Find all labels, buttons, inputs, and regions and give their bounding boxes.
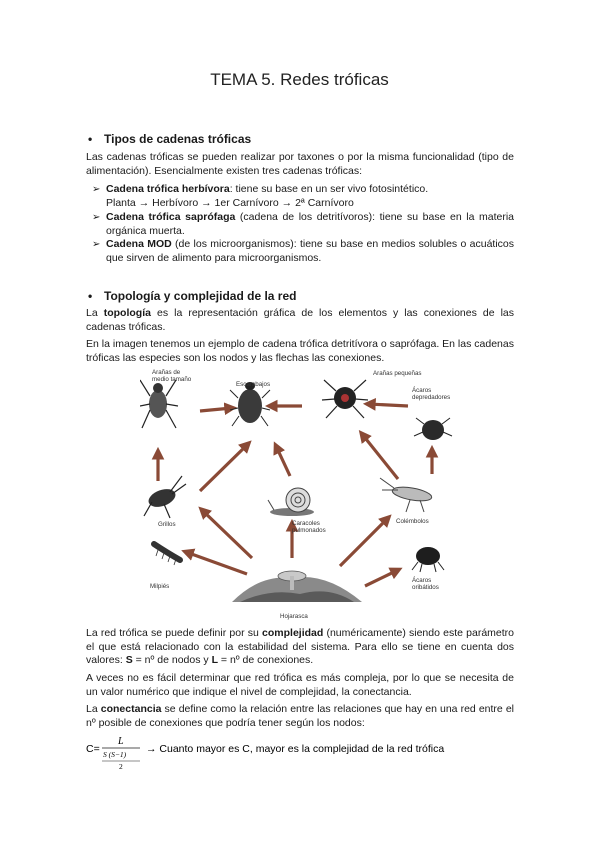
formula-lhs: C= [86, 743, 100, 755]
bullet-icon: • [88, 132, 93, 146]
arrow-bullet-icon: ➢ [92, 239, 101, 250]
list-item-text: : tiene su base en un ser vivo fotosintético. [229, 183, 429, 195]
oribatid-mite-icon [412, 547, 444, 572]
term-topologia: topología [103, 307, 151, 319]
arrow-spider-beetle [200, 408, 232, 411]
section-heading-text: Topología y complejidad de la red [104, 289, 297, 303]
arrow-litter-collembola [340, 518, 388, 566]
bullet-icon: • [88, 289, 93, 303]
label-caracoles-2: pulmonados [292, 527, 326, 534]
term-complejidad: complejidad [262, 627, 324, 639]
section-heading-topologia [88, 289, 297, 303]
formula-numerator: L [118, 736, 124, 747]
formula-denominator: S (S−1) [103, 750, 127, 759]
label-grillos: Grillos [158, 521, 176, 528]
paragraph-conectancia-intro: A veces no es fácil determinar que red trófica es más compleja, por lo que se necesita de un valor numérico que indique el nivel de complejidad, la conectancia. [86, 672, 514, 698]
label-aranas-pequenas: Arañas pequeñas [373, 370, 422, 377]
collembola-icon [380, 478, 433, 512]
label-aranas-medio: Arañas de [152, 369, 181, 376]
list-item-line2: Planta → Herbívoro → 1er Carnívoro → 2ª Carnívoro [106, 196, 354, 209]
arrow-bullet-icon: ➢ [92, 212, 101, 223]
list-item-bold: Cadena trófica herbívora [106, 183, 230, 195]
label-acaros-oribatidos: Ácaros [412, 577, 432, 584]
predatory-mite-icon [414, 418, 452, 440]
list-item-bold: Cadena MOD [106, 238, 172, 250]
list-item-herbivora [92, 183, 514, 210]
arrow-cricket-beetle [200, 444, 248, 491]
leaf-litter-icon [232, 571, 362, 602]
label-aranas-medio-2: medio tamaño [152, 376, 192, 383]
arrow-bullet-icon: ➢ [92, 184, 101, 195]
paragraph-complejidad: La red trófica se puede definir por su complejidad (numéricamente) siendo este parámetro el que está relacionado con la estabilidad del sistema. Para ello se tiene en cuenta dos valores: S = nº de nodos y L = nº de conexiones. [86, 627, 515, 666]
millipede-icon [154, 544, 180, 565]
list-item-text: (cadena de los detritívoros): tiene su base en la materia orgánica muerta. [106, 211, 514, 237]
label-hojarasca: Hojarasca [280, 613, 308, 620]
label-colembolos: Colémbolos [396, 518, 429, 525]
formula-denominator-2: 2 [119, 762, 123, 770]
list-item-text: (de los microorganismos): tiene su base en medios solubles o acuáticos que sirven de alimento para microorganismos. [106, 238, 515, 264]
food-web-figure [140, 366, 480, 624]
arrow-litter-cricket [202, 510, 252, 558]
paragraph-intro: Las cadenas tróficas se pueden realizar por taxones o por la misma funcionalidad (tipo de alimentación). Esencialmente existen tres cadenas tróficas: [86, 151, 514, 177]
section-heading-tipos [88, 132, 252, 146]
section-heading-text: Tipos de cadenas tróficas [104, 132, 252, 146]
arrow-mite-smallspider [368, 404, 408, 406]
label-acaros-depredadores: Ácaros [412, 387, 432, 394]
arrow-collembola-smallspider [362, 434, 398, 479]
arrow-snail-beetle [276, 446, 290, 476]
list-item-mod [92, 238, 514, 265]
list-item-saprofaga [92, 211, 514, 238]
term-conectancia: conectancia [100, 703, 162, 715]
label-caracoles: Caracoles [292, 520, 320, 527]
page-title: TEMA 5. Redes tróficas [210, 70, 389, 89]
spider-medium-icon [140, 380, 178, 428]
conectancia-formula [86, 734, 516, 770]
cricket-icon [144, 476, 186, 518]
paragraph-imagen: En la imagen tenemos un ejemplo de cadena trófica detritívora o saprófaga. En las cadenas tróficas las especies son los nodos y las flechas las conexiones. [86, 338, 514, 364]
paragraph-conectancia-def: La conectancia se define como la relación entre las relaciones que hay en una red entre el nº posible de conexiones que podría tener según los nodos: [86, 703, 515, 729]
small-spider-icon [322, 380, 368, 418]
arrow-litter-oribatid [365, 570, 398, 586]
label-milpies: Milpiés [150, 583, 170, 590]
list-item-bold: Cadena trófica saprófaga [106, 211, 236, 223]
label-acaros-depredadores-2: depredadores [412, 394, 451, 401]
snail-icon [268, 488, 314, 516]
label-escarabajos: Escarabajos [236, 381, 271, 388]
label-acaros-oribatidos-2: oribátidos [412, 584, 439, 591]
arrow-litter-millipede [186, 552, 247, 574]
formula-explanation: → Cuanto mayor es C, mayor es la complejidad de la red trófica [146, 743, 445, 755]
paragraph-topologia: La topología es la representación gráfica de los elementos y las conexiones de las cadenas tróficas. [86, 307, 514, 333]
beetle-icon [230, 382, 270, 426]
